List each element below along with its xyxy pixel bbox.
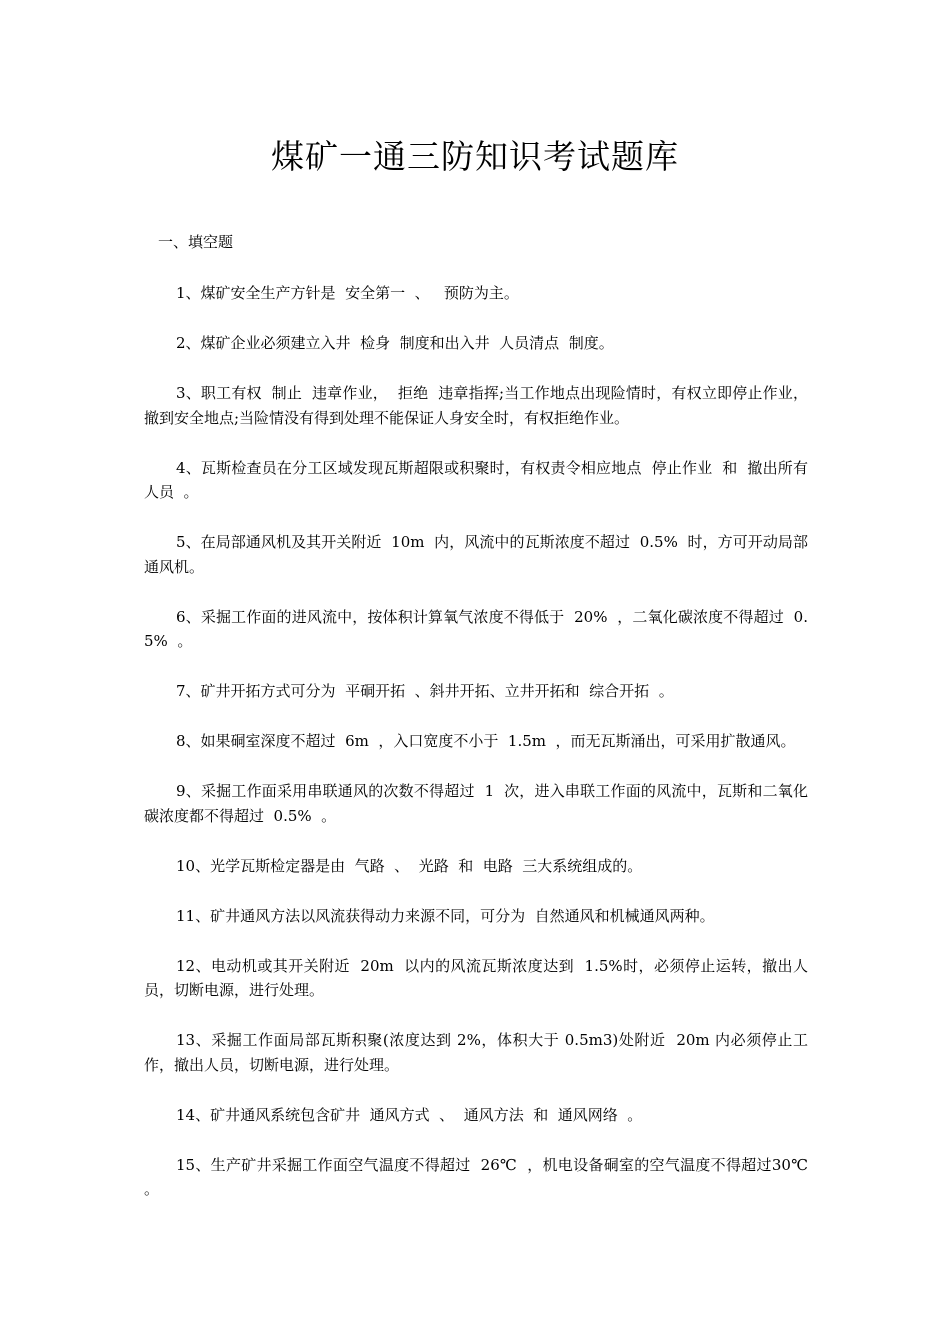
- question-item: 12、电动机或其开关附近 20m 以内的风流瓦斯浓度达到 1.5%时，必须停止运转，撤出人员，切断电源，进行处理。: [144, 956, 808, 999]
- question-item: 4、瓦斯检查员在分工区域发现瓦斯超限或积聚时，有权责令相应地点 停止作业 和 撤出所有人员 。: [144, 458, 808, 501]
- question-list: [144, 281, 818, 1227]
- question-item: 9、采掘工作面采用串联通风的次数不得超过 1 次，进入串联工作面的风流中，瓦斯和二氧化碳浓度都不得超过 0.5% 。: [144, 782, 808, 825]
- question-item: 8、如果硐室深度不超过 6m ，入口宽度不小于 1.5m ，而无瓦斯涌出，可采用扩散通风。: [176, 732, 796, 750]
- question-item: 13、采掘工作面局部瓦斯积聚(浓度达到 2%，体积大于 0.5m3)处附近 20m 内必须停止工作，撤出人员，切断电源，进行处理。: [144, 1031, 808, 1074]
- question-item: 14、矿井通风系统包含矿井 通风方式 、 通风方法 和 通风网络 。: [176, 1105, 643, 1124]
- question-item: 10、光学瓦斯检定器是由 气路 、 光路 和 电路 三大系统组成的。: [176, 856, 643, 875]
- question-item: 3、职工有权 制止 违章作业， 拒绝 违章指挥;当工作地点出现险情时，有权立即停止作业，撤到安全地点;当险情没有得到处理不能保证人身安全时，有权拒绝作业。: [144, 384, 808, 427]
- question-item: 2、煤矿企业必须建立入井 检身 制度和出入井 人员清点 制度。: [176, 334, 614, 352]
- question-item: 7、矿井开拓方式可分为 平硐开拓 、斜井开拓、立井开拓和 综合开拓 。: [176, 682, 674, 700]
- document-title: 煤矿一通三防知识考试题库: [271, 137, 679, 176]
- question-item: 11、矿井通风方法以风流获得动力来源不同，可分为 自然通风和机械通风两种。: [176, 906, 715, 925]
- question-item: 1、煤矿安全生产方针是 安全第一 、 预防为主。: [176, 284, 519, 302]
- question-item: 6、采掘工作面的进风流中，按体积计算氧气浓度不得低于 20% ，二氧化碳浓度不得超过 0. 5% 。: [144, 607, 813, 650]
- section-heading-fill-in-blank: 一、填空题: [158, 233, 234, 251]
- question-item: 5、在局部通风机及其开关附近 10m 内，风流中的瓦斯浓度不超过 0.5% 时，方可开动局部通风机。: [144, 533, 808, 576]
- question-item: 15、生产矿井采掘工作面空气温度不得超过 26℃ ，机电设备硐室的空气温度不得超过30℃ 。: [144, 1155, 818, 1198]
